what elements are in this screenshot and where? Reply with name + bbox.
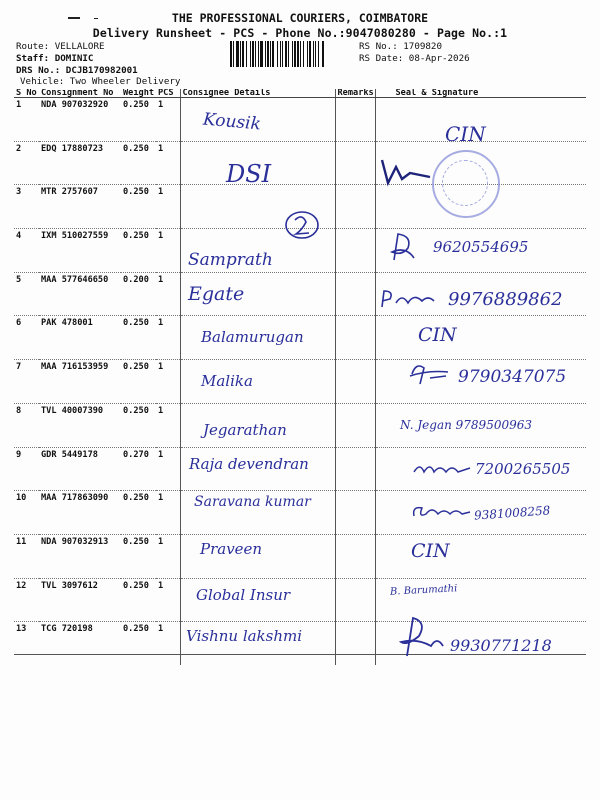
col-header-pcs: PCS [156,89,180,98]
handwritten-signature: 9381008258 [473,503,551,523]
cell-weight: 0.250 [121,316,156,360]
cell-weight: 0.250 [123,100,149,110]
vehicle-label: Vehicle: Two Wheeler Delivery [20,76,181,87]
cell-weight: 0.250 [121,360,156,404]
cell-sno: 3 [14,185,39,229]
cell-sno: 6 [14,316,39,360]
cell-remarks [335,229,375,273]
cell-remarks [335,622,375,665]
cell-pcs: 1 [156,316,180,360]
cell-sno: 7 [14,360,39,404]
col-header-consignment: Consignment No [39,89,121,98]
signature-scribble [397,612,447,662]
cell-remarks [335,185,375,229]
cell-seal-signature [375,534,586,578]
table-row [14,534,586,578]
signature-scribble [378,287,438,311]
cell-weight: 0.250 [121,578,156,622]
col-header-signature: Seal & Signature [375,89,586,98]
cell-weight: 0.250 [121,403,156,447]
handwritten-consignee: DSI [226,160,272,188]
cell-consignment-no: PAK 478001 [39,316,121,360]
cell-consignment-no: MAA 717863090 [39,491,121,535]
circled-number-mark [282,208,322,242]
signature-scribble [378,155,433,190]
cell-consignment-no: MAA 577646650 [39,272,121,316]
handwritten-signature: 9976889862 [448,289,563,310]
signature-scribble [412,460,472,478]
handwritten-consignee: Kousik [202,109,262,135]
cell-remarks [335,316,375,360]
table-header-row [14,89,586,98]
drs-number: DRS No.: DCJB170982001 [16,65,138,76]
signature-scribble [410,502,472,522]
cell-pcs: 1 [156,622,180,665]
cell-sno: 11 [14,534,39,578]
cell-pcs: 1 [156,578,180,622]
handwritten-signature: 9930771218 [450,636,552,655]
cell-remarks [335,491,375,535]
runsheet-subtitle: Delivery Runsheet - PCS - Phone No.:9047080280 - Page No.:1 [92,26,508,40]
cell-remarks [335,272,375,316]
cell-weight: 0.250 [121,534,156,578]
handwritten-consignee: Vishnu lakshmi [186,627,303,645]
cell-sno: 2 [14,141,39,185]
cell-remarks [335,578,375,622]
cell-pcs: 1 [156,185,180,229]
cell-remarks [335,447,375,491]
cell-consignment-no: EDQ 17880723 [39,141,121,185]
route-label: Route: VELLALORE [16,41,105,52]
cell-consignment-no: IXM 510027559 [39,229,121,273]
cell-sno: 13 [14,622,39,665]
cell-remarks [335,98,375,142]
cell-weight: 0.250 [121,491,156,535]
handwritten-signature: CIN [445,122,486,146]
handwritten-consignee: Egate [188,283,245,305]
col-header-sno: S No [14,89,39,98]
col-header-weight: Weight [123,89,155,98]
table-row [14,141,586,185]
table-row [14,578,586,622]
handwritten-consignee: Raja devendran [189,455,309,473]
col-header-remarks: Remarks [335,89,375,98]
cell-pcs: 1 [156,447,180,491]
cell-pcs: 1 [156,360,180,404]
cell-consignment-no: NDA 907032920 [41,100,109,110]
signature-scribble [406,360,456,388]
cell-pcs: 1 [156,403,180,447]
cell-weight: 0.200 [121,272,156,316]
handwritten-signature: 7200265505 [475,460,571,478]
handwritten-consignee: Global Insur [196,586,291,604]
table-row [14,98,586,142]
cell-seal-signature [375,316,586,360]
cell-remarks [335,534,375,578]
handwritten-consignee: Malika [201,372,253,390]
cell-sno: 4 [14,229,39,273]
handwritten-consignee: Balamurugan [201,328,304,346]
cell-remarks [335,141,375,185]
cell-weight: 0.250 [121,185,156,229]
cell-sno: 5 [14,272,39,316]
cell-pcs: 1 [156,534,180,578]
company-title: THE PROFESSIONAL COURIERS, COIMBATORE [171,11,429,25]
cell-consignment-no: TCG 720198 [39,622,121,665]
cell-consignment-no: GDR 5449178 [39,447,121,491]
rs-number: RS No.: 1709820 [359,41,442,52]
cell-weight: 0.250 [121,141,156,185]
cell-sno: 8 [14,403,39,447]
barcode [230,41,356,67]
cell-sno: 10 [14,491,39,535]
barcode-bar [324,41,325,67]
cell-pcs: 1 [156,229,180,273]
handwritten-consignee: Saravana kumar [194,494,311,510]
cell-pcs: 1 [156,272,180,316]
handwritten-consignee: Praveen [200,540,263,558]
cell-consignment-no: TVL 40007390 [39,403,121,447]
signature-scribble [388,230,418,264]
handwritten-signature: 9620554695 [433,238,529,256]
cell-consignment-no: NDA 907032913 [39,534,121,578]
cell-remarks [335,360,375,404]
handwritten-consignee: Samprath [188,250,273,270]
handwritten-signature: CIN [418,324,457,346]
handwritten-signature: N. Jegan 9789500963 [400,418,532,432]
cell-consignment-no: TVL 3097612 [39,578,121,622]
cell-pcs: 1 [156,141,180,185]
cell-sno: 12 [14,578,39,622]
cell-remarks [335,403,375,447]
handwritten-signature: 9790347075 [458,367,567,387]
cell-pcs: 1 [158,100,164,110]
cell-weight: 0.270 [121,447,156,491]
cell-weight: 0.250 [121,622,156,665]
cell-pcs: 1 [156,491,180,535]
col-header-consignee: Consignee Details [180,89,335,98]
cell-sno: 9 [14,447,39,491]
cell-consignment-no: MAA 716153959 [39,360,121,404]
staff-label: Staff: DOMINIC [16,53,94,64]
handwritten-consignee: Jegarathan [203,421,287,439]
cell-weight: 0.250 [121,229,156,273]
cell-consignment-no: MTR 2757607 [39,185,121,229]
office-seal-stamp [432,150,500,218]
rs-date: RS Date: 08-Apr-2026 [359,53,470,64]
handwritten-signature: B. Barumathi [389,583,458,598]
cell-sno: 1 [16,100,22,110]
handwritten-signature: CIN [411,540,450,562]
